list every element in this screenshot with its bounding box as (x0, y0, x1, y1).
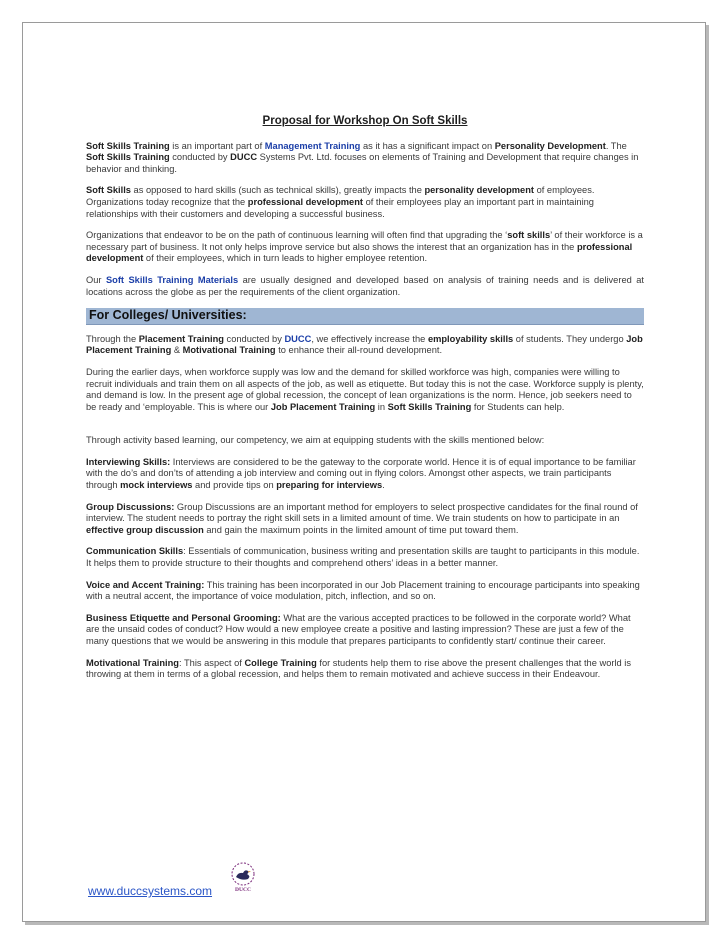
text: ’ of their workforce is a necessary part of business. It not only helps improve service but also shows the interest that an organization has in the (86, 230, 643, 252)
text-bold: Communication Skills (86, 546, 184, 557)
text: : This aspect of (178, 657, 245, 668)
text-bold: Soft Skills Training (86, 140, 170, 151)
paragraph-group-discussions (86, 502, 644, 537)
text: of employees. Organizations today recognize that the (86, 185, 595, 207)
text-bold: College Training (244, 657, 317, 668)
text: and gain the maximum points in the limited amount of time put toward them. (203, 524, 519, 535)
text: of their employees, which in turn leads to higher employee retention. (143, 253, 428, 264)
text-bold: Business Etiquette and Personal Grooming: (86, 612, 281, 623)
paragraph-intro (86, 141, 644, 176)
text-bold: Personality Development (494, 140, 606, 151)
text: Through the (86, 333, 139, 344)
text: Interviews are considered to be the gateway to the corporate world. Hence it is of equal importance to be familiar with the do’s and don’ts of attending a job interview and coming out in flying colors. Amongst other aspects, we train participants through (86, 456, 636, 491)
paragraph-voice-accent (86, 580, 644, 603)
paragraph-etiquette (86, 613, 644, 648)
text-bold: soft skills (507, 230, 551, 241)
text-bold: preparing for interviews (276, 480, 383, 491)
text: to enhance their all-round development. (275, 345, 443, 356)
text: . The (605, 140, 627, 151)
text-bold: Job Placement Training (270, 401, 376, 412)
document-body (86, 116, 644, 691)
text-bold: professional development (247, 196, 363, 207)
text: as opposed to hard skills (such as technical skills), greatly impacts the (130, 185, 425, 196)
page-footer (88, 862, 278, 902)
document-title: Proposal for Workshop On Soft Skills (262, 115, 468, 127)
text: & (171, 345, 183, 356)
text: in (375, 401, 388, 412)
text-bold: effective group discussion (86, 524, 204, 535)
spacer (86, 423, 644, 435)
text: What are the various accepted practices to be followed in the corporate world? What are the unsaid codes of conduct? How would a new employee create a positive and lasting impression? These are just a few of the many questions that we would be answering in this module that prepares participants to confidently start/ continue their career. (86, 612, 631, 646)
text: , we effectively increase the (311, 333, 428, 344)
logo-label: DUCC (235, 887, 251, 893)
text-bold: Soft Skills Training (387, 401, 472, 412)
text-bold: Motivational Training (86, 657, 179, 668)
text-bold: mock interviews (120, 480, 193, 491)
paragraph-earlier-days (86, 367, 644, 413)
text-bold: employability skills (427, 333, 514, 344)
text: Our (86, 274, 106, 285)
duck-logo-icon (228, 862, 258, 888)
paragraph-organizations (86, 230, 644, 265)
paragraph-materials (86, 275, 644, 298)
website-link[interactable]: www.duccsystems.com (88, 884, 213, 898)
text-bold: personality development (424, 185, 534, 196)
text: of students. They undergo (513, 333, 627, 344)
paragraph-communication (86, 546, 644, 569)
text-bold: Placement Training (138, 333, 224, 344)
text: . (382, 480, 385, 491)
text-bold: Motivational Training (182, 345, 276, 356)
text: This training has been incorporated in our Job Placement training to encourage participants into speaking with a neutral accent, the importance of voice modulation, pitch, inflection, and so on. (86, 579, 640, 602)
text: During the earlier days, when workforce supply was low and the demand for skilled workforce was high, companies were willing to recruit individuals and train them on all aspects of the job, as well as etiquette. But today this is not the case. Workforce supply is plenty, and demand is low. In the present age of global recession, the concept of lean organizations is the norm. Hence, job seekers need to be ready and ‘employable. This is where our (86, 366, 644, 412)
text: Group Discussions are an important method for employers to select prospective candidates for the final round of interview. The student needs to portray the right skill sets in a limited amount of time. We train students on how to participate in an (86, 501, 638, 524)
text-bold: Soft Skills Training (86, 152, 170, 163)
text: conducted by (223, 333, 285, 344)
ducc-logo (228, 862, 258, 894)
text: of their employees play an important part in maintaining relationships with their customers and developing a successful business. (86, 196, 594, 219)
text: : Essentials of communication, business writing and presentation skills are taught to participants in this module. It helps them to provide structure to their thoughts and comprehend others’ ideas in a better manner. (86, 546, 640, 569)
text: are usually designed and developed based on analysis of training needs and is delivered at locations across the globe as per the requirements of the client organization. (86, 274, 644, 297)
text: Systems Pvt. Ltd. focuses on elements of Training and Development that require changes in behavior and thinking. (86, 152, 639, 174)
text-highlight: Soft Skills Training Materials (105, 274, 239, 285)
text-bold: Job Placement Training (86, 333, 643, 356)
text: Organizations that endeavor to be on the path of continuous learning will often find that upgrading the ‘ (86, 230, 508, 241)
text: as it has a significant impact on (360, 140, 495, 151)
text-bold: Soft Skills (86, 185, 131, 196)
paragraph-motivational (86, 658, 644, 681)
text: conducted by (169, 152, 231, 163)
text-bold: Group Discussions: (86, 501, 175, 512)
paragraph-soft-skills (86, 185, 644, 220)
paragraph-interviewing (86, 457, 644, 492)
text-bold: professional development (86, 241, 633, 264)
text-highlight: Management Training (264, 140, 361, 151)
text: and provide tips on (192, 480, 277, 491)
paragraph-activity: Through activity based learning, our competency, we aim at equipping students with the skills mentioned below: (86, 435, 545, 446)
text-bold: Voice and Accent Training: (86, 579, 205, 590)
text-bold: DUCC (230, 152, 258, 163)
text: is an important part of (169, 140, 265, 151)
text-highlight: DUCC (284, 333, 312, 344)
paragraph-placement (86, 334, 644, 357)
section-heading: For Colleges/ Universities: (86, 308, 644, 325)
text: for students help them to rise above the present challenges that the world is throwing at them in terms of a global recession, and helps them to remain motivated and achieve success in their Endeavour. (86, 657, 631, 680)
text: for Students can help. (471, 401, 565, 412)
text-bold: Interviewing Skills: (86, 456, 171, 467)
